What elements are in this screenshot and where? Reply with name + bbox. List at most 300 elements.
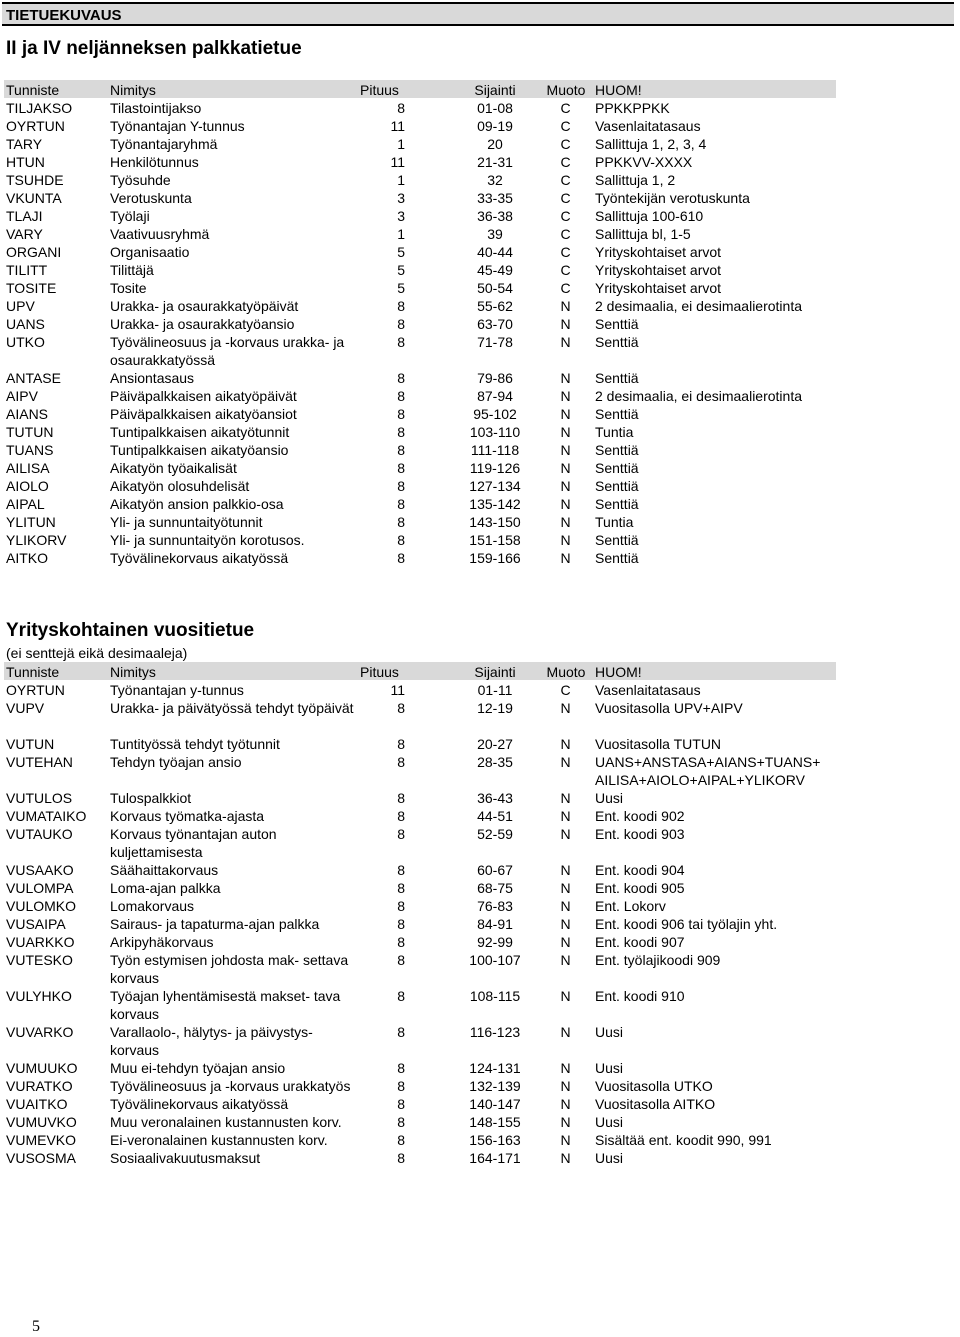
table-cell: 36-43	[477, 790, 513, 806]
table-cell: 8	[397, 1150, 405, 1166]
table-row	[0, 896, 960, 914]
table-cell: 36-38	[477, 208, 513, 224]
table-cell: 11	[390, 682, 405, 698]
table-cell: N	[560, 1132, 571, 1148]
table-row	[0, 242, 960, 260]
table-cell: VUVARKO	[6, 1024, 74, 1040]
table-cell: Ent. koodi 906 tai työlajin yht.	[595, 916, 778, 932]
table-cell: N	[560, 1150, 571, 1166]
table-cell: N	[560, 1114, 571, 1130]
table-cell: AITKO	[6, 550, 49, 566]
table-cell: 76-83	[477, 898, 513, 914]
column-header: Nimitys	[110, 664, 156, 680]
table-cell: Urakka- ja osaurakkatyöpäivät	[110, 298, 299, 314]
table-cell: 8	[397, 1114, 405, 1130]
table-cell: Yrityskohtaiset arvot	[595, 262, 722, 278]
section1-title: II ja IV neljänneksen palkkatietue	[6, 38, 302, 59]
table-cell: Vuositasolla UTKO	[595, 1078, 713, 1094]
table-row	[0, 1112, 960, 1130]
table-cell: 143-150	[469, 514, 521, 530]
table-cell: Loma-ajan palkka	[110, 880, 221, 896]
table-cell: Työn estymisen johdosta mak- settava korvaus	[110, 952, 349, 986]
table-cell: Varallaolo-, hälytys- ja päivystys- korvaus	[110, 1024, 313, 1058]
table-cell: 124-131	[469, 1060, 521, 1076]
table-cell: Työvälinekorvaus aikatyössä	[110, 1096, 289, 1112]
table-row	[0, 1058, 960, 1076]
table-cell: 8	[397, 424, 405, 440]
table-cell: Aikatyön olosuhdelisät	[110, 478, 250, 494]
table-cell: Yrityskohtaiset arvot	[595, 280, 722, 296]
table-row	[0, 530, 960, 548]
table-cell: Tehdyn työajan ansio	[110, 754, 242, 770]
table-cell: N	[560, 880, 571, 896]
table-cell: Ansiontasaus	[110, 370, 195, 386]
table-header-row	[4, 80, 836, 98]
table-header-row	[4, 662, 836, 680]
table-cell: 5	[397, 262, 405, 278]
table-cell: 8	[397, 370, 405, 386]
table-cell: VULOMKO	[6, 898, 77, 914]
table-cell: N	[560, 700, 571, 716]
table-cell: Muu ei-tehdyn työajan ansio	[110, 1060, 286, 1076]
table-row	[0, 188, 960, 206]
table-cell: 8	[397, 1078, 405, 1094]
table-cell: Uusi	[595, 1060, 624, 1076]
table-cell: Ent. työlajikoodi 909	[595, 952, 721, 968]
table-cell: Vaativuusryhmä	[110, 226, 210, 242]
table-cell: 71-78	[477, 334, 513, 350]
table-cell: VULYHKO	[6, 988, 72, 1004]
table-cell: Säähaittakorvaus	[110, 862, 219, 878]
table-row	[0, 368, 960, 386]
table-cell: Työntekijän verotuskunta	[595, 190, 750, 206]
table-cell: VULOMPA	[6, 880, 74, 896]
table-cell: Vuositasolla UPV+AIPV	[595, 700, 743, 716]
table-cell: N	[560, 754, 571, 770]
table-cell: 8	[397, 1096, 405, 1112]
table-cell: N	[560, 1078, 571, 1094]
table-cell: 8	[397, 736, 405, 752]
column-header: HUOM!	[595, 664, 642, 680]
table-cell: N	[560, 316, 571, 332]
table-row	[0, 824, 960, 860]
table-cell: 8	[397, 754, 405, 770]
table-cell: Ent. koodi 905	[595, 880, 685, 896]
table-row	[0, 224, 960, 242]
table-cell: VUMUVKO	[6, 1114, 77, 1130]
table-cell: VUTAUKO	[6, 826, 73, 842]
table-cell: UANS	[6, 316, 45, 332]
document-header-title: TIETUEKUVAUS	[6, 7, 122, 24]
table-cell: 8	[397, 550, 405, 566]
table-cell: Senttiä	[595, 334, 639, 350]
table-cell: 8	[397, 298, 405, 314]
table-cell: 20-27	[477, 736, 513, 752]
table-cell: Henkilötunnus	[110, 154, 199, 170]
table-cell: UTKO	[6, 334, 45, 350]
table-cell: Senttiä	[595, 532, 639, 548]
table-cell: N	[560, 496, 571, 512]
table-cell: Yli- ja sunnuntaityön korotusos.	[110, 532, 305, 548]
table-row	[0, 512, 960, 530]
table-cell: Tilastointijakso	[110, 100, 202, 116]
table-cell: TUANS	[6, 442, 54, 458]
table-row	[0, 1022, 960, 1058]
table-cell: Uusi	[595, 790, 624, 806]
table-cell: Ei-veronalainen kustannusten korv.	[110, 1132, 328, 1148]
table-cell: Senttiä	[595, 550, 639, 566]
table-cell: UPV	[6, 298, 35, 314]
column-header: Nimitys	[110, 82, 156, 98]
table-cell: C	[560, 244, 571, 260]
table-cell: VUMATAIKO	[6, 808, 87, 824]
table-cell: N	[560, 370, 571, 386]
table-row	[0, 860, 960, 878]
table-cell: Työvälinekorvaus aikatyössä	[110, 550, 289, 566]
table-cell: 1	[397, 226, 405, 242]
table-cell: Vuositasolla AITKO	[595, 1096, 716, 1112]
table-cell: Sallittuja 100-610	[595, 208, 704, 224]
table-cell: Korvaus työmatka-ajasta	[110, 808, 265, 824]
table-cell: 148-155	[469, 1114, 521, 1130]
table-cell: C	[560, 136, 571, 152]
table-cell: Ent. Lokorv	[595, 898, 666, 914]
table-row	[0, 422, 960, 440]
table-cell: Urakka- ja päivätyössä tehdyt työpäivät	[110, 700, 354, 716]
section2-subtitle: (ei senttejä eikä desimaaleja)	[6, 645, 188, 661]
table-cell: TARY	[6, 136, 43, 152]
table-cell: Tosite	[110, 280, 147, 296]
table-cell: 11	[390, 118, 405, 134]
table-cell: N	[560, 736, 571, 752]
table-cell: Päiväpalkkaisen aikatyöpäivät	[110, 388, 297, 404]
table-cell: 1	[397, 172, 405, 188]
table-cell: Sallittuja 1, 2, 3, 4	[595, 136, 707, 152]
table-cell: C	[560, 208, 571, 224]
table-cell: Senttiä	[595, 370, 639, 386]
table-cell: N	[560, 406, 571, 422]
table-row	[0, 260, 960, 278]
table-cell: Yrityskohtaiset arvot	[595, 244, 722, 260]
table-cell: 2 desimaalia, ei desimaalierotinta	[595, 298, 802, 314]
table-cell: PPKKVV-XXXX	[595, 154, 693, 170]
column-header: Tunniste	[6, 82, 60, 98]
table-cell: 92-99	[477, 934, 513, 950]
table-cell: 20	[487, 136, 503, 152]
table-cell: Senttiä	[595, 442, 639, 458]
table-row	[0, 734, 960, 752]
table-cell: 5	[397, 280, 405, 296]
table-cell: VUTULOS	[6, 790, 73, 806]
table-cell: 3	[397, 190, 405, 206]
table-cell: 63-70	[477, 316, 513, 332]
table-cell: 8	[397, 460, 405, 476]
table-cell: Sairaus- ja tapaturma-ajan palkka	[110, 916, 320, 932]
table-cell: N	[560, 1024, 571, 1040]
table-cell: N	[560, 988, 571, 1004]
table-cell: ORGANI	[6, 244, 62, 260]
table-cell: TUTUN	[6, 424, 54, 440]
table-cell: 8	[397, 916, 405, 932]
table-cell: Sallittuja 1, 2	[595, 172, 676, 188]
table-cell: 8	[397, 496, 405, 512]
table-cell: Uusi	[595, 1150, 624, 1166]
table-cell: AIOLO	[6, 478, 49, 494]
table-cell: 103-110	[469, 424, 521, 440]
table-cell: 8	[397, 478, 405, 494]
table-cell: N	[560, 424, 571, 440]
table-cell: 8	[397, 1060, 405, 1076]
table-cell: 2 desimaalia, ei desimaalierotinta	[595, 388, 802, 404]
table-cell: 5	[397, 244, 405, 260]
table-cell: 8	[397, 1132, 405, 1148]
column-header: Pituus	[360, 82, 399, 98]
table-cell: 100-107	[469, 952, 521, 968]
table-cell: Yli- ja sunnuntaityötunnit	[110, 514, 263, 530]
table-cell: 95-102	[473, 406, 517, 422]
table-cell: C	[560, 190, 571, 206]
table-cell: 68-75	[477, 880, 513, 896]
table-cell: 151-158	[469, 532, 521, 548]
table-cell: Tilittäjä	[110, 262, 154, 278]
table-cell: Ent. koodi 904	[595, 862, 685, 878]
table-cell: 140-147	[469, 1096, 521, 1112]
table-cell: N	[560, 298, 571, 314]
table-cell: Tuntia	[595, 424, 634, 440]
table-cell: N	[560, 1060, 571, 1076]
table-row	[0, 752, 960, 788]
table-cell: Senttiä	[595, 460, 639, 476]
table-cell: 8	[397, 700, 405, 716]
table-cell: 40-44	[477, 244, 513, 260]
column-header: Muoto	[546, 664, 586, 680]
table-cell: 8	[397, 790, 405, 806]
table-cell: HTUN	[6, 154, 45, 170]
table-cell: VARY	[6, 226, 43, 242]
table-cell: TILJAKSO	[6, 100, 73, 116]
table-cell: Vasenlaitatasaus	[595, 118, 701, 134]
table-row	[0, 170, 960, 188]
table-cell: Tulospalkkiot	[110, 790, 192, 806]
table-cell: AIPV	[6, 388, 38, 404]
table-cell: Työnantajan y-tunnus	[110, 682, 244, 698]
table-cell: 8	[397, 334, 405, 350]
table-cell: Ent. koodi 910	[595, 988, 685, 1004]
table-row	[0, 386, 960, 404]
table-cell: C	[560, 172, 571, 188]
table-row	[0, 1094, 960, 1112]
table-cell: N	[560, 826, 571, 842]
table-cell: Sosiaalivakuutusmaksut	[110, 1150, 261, 1166]
table-cell: Sallittuja bl, 1-5	[595, 226, 691, 242]
table-cell: VUTUN	[6, 736, 55, 752]
column-header: Sijainti	[474, 664, 516, 680]
column-header: Sijainti	[474, 82, 516, 98]
section2-title: Yrityskohtainen vuositietue	[6, 620, 255, 641]
table-row	[0, 116, 960, 134]
table-row	[0, 878, 960, 896]
table-cell: N	[560, 388, 571, 404]
table-cell: Työnantajan Y-tunnus	[110, 118, 245, 134]
table-cell: Työajan lyhentämisestä makset- tava korvaus	[110, 988, 341, 1022]
table-cell: 8	[397, 1024, 405, 1040]
table-cell: 8	[397, 442, 405, 458]
table-cell: UANS+ANSTASA+AIANS+TUANS+ AILISA+AIOLO+AIPAL+YLIKORV	[595, 754, 821, 788]
table-row	[0, 134, 960, 152]
table-cell: 159-166	[469, 550, 521, 566]
table-row	[0, 98, 960, 116]
document-header-bar	[2, 2, 954, 26]
table-cell: 164-171	[469, 1150, 521, 1166]
table-cell: N	[560, 808, 571, 824]
table-cell: Tuntipalkkaisen aikatyöansio	[110, 442, 289, 458]
table-cell: Vasenlaitatasaus	[595, 682, 701, 698]
table-cell: 156-163	[469, 1132, 521, 1148]
table-cell: 8	[397, 898, 405, 914]
table-cell: 8	[397, 988, 405, 1004]
table-row	[0, 1130, 960, 1148]
table-cell: 8	[397, 862, 405, 878]
table-cell: YLITUN	[6, 514, 56, 530]
table-cell: N	[560, 952, 571, 968]
table-cell: Ent. koodi 902	[595, 808, 685, 824]
table-cell: Senttiä	[595, 496, 639, 512]
table-row	[0, 986, 960, 1022]
table-cell: 84-91	[477, 916, 513, 932]
table-cell: C	[560, 682, 571, 698]
table-row	[0, 458, 960, 476]
table-cell: N	[560, 916, 571, 932]
table-cell: 116-123	[469, 1024, 521, 1040]
table-cell: 8	[397, 316, 405, 332]
table-cell: OYRTUN	[6, 682, 65, 698]
table-cell: 01-08	[477, 100, 513, 116]
table-cell: 12-19	[477, 700, 513, 716]
table-cell: Muu veronalainen kustannusten korv.	[110, 1114, 342, 1130]
column-header: Tunniste	[6, 664, 60, 680]
table-cell: 52-59	[477, 826, 513, 842]
table-cell: Lomakorvaus	[110, 898, 195, 914]
table-row	[0, 152, 960, 170]
table-cell: N	[560, 532, 571, 548]
table-cell: Tuntia	[595, 514, 634, 530]
table-cell: VUARKKO	[6, 934, 75, 950]
table-cell: 60-67	[477, 862, 513, 878]
table-cell: Työvälineosuus ja -korvaus urakka- ja osaurakkatyössä	[110, 334, 345, 368]
table-cell: Senttiä	[595, 316, 639, 332]
table-cell: VUMUUKO	[6, 1060, 78, 1076]
table-cell: 3	[397, 208, 405, 224]
table-cell: 21-31	[477, 154, 513, 170]
table-cell: 119-126	[469, 460, 521, 476]
table-row	[0, 278, 960, 296]
table-cell: Ent. koodi 903	[595, 826, 685, 842]
annual-record-table	[0, 662, 960, 1166]
table-cell: VKUNTA	[6, 190, 62, 206]
table-cell: AILISA	[6, 460, 50, 476]
table-cell: 108-115	[469, 988, 521, 1004]
payroll-record-table	[0, 80, 960, 566]
table-cell: 50-54	[477, 280, 513, 296]
table-cell: N	[560, 442, 571, 458]
table-cell: 8	[397, 880, 405, 896]
table-cell: 111-118	[470, 442, 520, 458]
table-cell: Työlaji	[110, 208, 150, 224]
table-cell: Työsuhde	[110, 172, 171, 188]
table-cell: 8	[397, 514, 405, 530]
column-header: HUOM!	[595, 82, 642, 98]
table-cell: N	[560, 790, 571, 806]
table-cell: N	[560, 460, 571, 476]
table-row	[0, 806, 960, 824]
table-cell: AIPAL	[6, 496, 45, 512]
table-cell: 28-35	[477, 754, 513, 770]
table-cell: 44-51	[477, 808, 513, 824]
table-cell: Uusi	[595, 1114, 624, 1130]
table-cell: 32	[487, 172, 503, 188]
table-cell: VUSOSMA	[6, 1150, 77, 1166]
table-cell: VUAITKO	[6, 1096, 68, 1112]
table-row	[0, 206, 960, 224]
table-cell: Tuntityössä tehdyt työtunnit	[110, 736, 280, 752]
table-cell: Urakka- ja osaurakkatyöansio	[110, 316, 295, 332]
table-row	[0, 296, 960, 314]
table-cell: TLAJI	[6, 208, 43, 224]
table-cell: C	[560, 118, 571, 134]
table-cell: VUSAAKO	[6, 862, 74, 878]
table-cell: Organisaatio	[110, 244, 190, 260]
table-row	[0, 932, 960, 950]
table-row	[0, 788, 960, 806]
table-cell: C	[560, 280, 571, 296]
table-cell: Senttiä	[595, 478, 639, 494]
table-row	[0, 314, 960, 332]
table-cell: VUSAIPA	[6, 916, 66, 932]
table-cell: Arkipyhäkorvaus	[110, 934, 214, 950]
table-cell: C	[560, 100, 571, 116]
table-cell: Työvälineosuus ja -korvaus urakkatyös	[110, 1078, 351, 1094]
table-row	[0, 440, 960, 458]
table-cell: N	[560, 934, 571, 950]
table-cell: 8	[397, 934, 405, 950]
table-cell: 8	[397, 808, 405, 824]
table-cell: Uusi	[595, 1024, 624, 1040]
table-cell: Tuntipalkkaisen aikatyötunnit	[110, 424, 290, 440]
table-cell: 1	[397, 136, 405, 152]
table-cell: 45-49	[477, 262, 513, 278]
table-cell: 55-62	[477, 298, 513, 314]
table-cell: 127-134	[469, 478, 521, 494]
table-row	[0, 950, 960, 986]
table-cell: VURATKO	[6, 1078, 73, 1094]
table-cell: VUTESKO	[6, 952, 73, 968]
table-cell: Sisältää ent. koodit 990, 991	[595, 1132, 772, 1148]
table-cell: 132-139	[469, 1078, 521, 1094]
table-cell: VUPV	[6, 700, 45, 716]
table-cell: Työnantajaryhmä	[110, 136, 218, 152]
table-cell: 09-19	[477, 118, 513, 134]
table-cell: 8	[397, 952, 405, 968]
table-cell: Vuositasolla TUTUN	[595, 736, 722, 752]
table-cell: Ent. koodi 907	[595, 934, 685, 950]
table-cell: N	[560, 1096, 571, 1112]
table-cell: VUMEVKO	[6, 1132, 77, 1148]
table-cell: Verotuskunta	[110, 190, 192, 206]
table-row	[0, 680, 960, 698]
table-cell: 33-35	[477, 190, 513, 206]
table-cell: N	[560, 550, 571, 566]
table-cell: Päiväpalkkaisen aikatyöansiot	[110, 406, 297, 422]
